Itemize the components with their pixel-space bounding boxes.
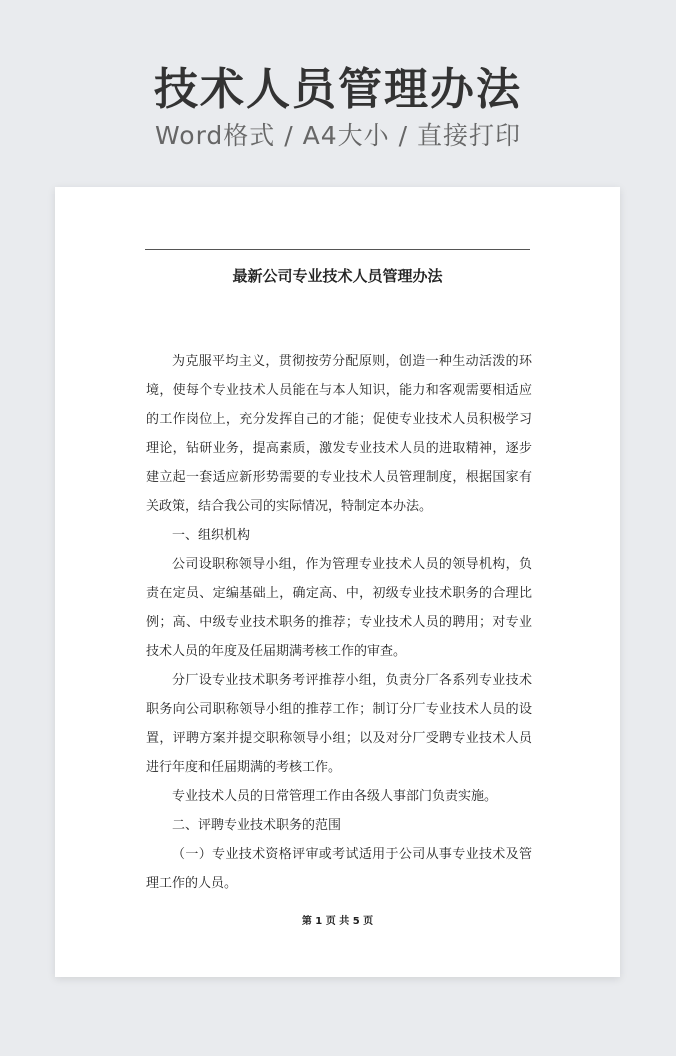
page-number: 第 1 页 共 5 页	[301, 916, 374, 927]
section-heading-organization: 一、组织机构	[172, 528, 251, 543]
header-rule	[145, 249, 530, 250]
paragraph-daily-management: 专业技术人员的日常管理工作由各级人事部门负责实施。	[172, 789, 498, 804]
document-body	[146, 347, 532, 898]
paragraph-company-committee: 公司设职称领导小组，作为管理专业技术人员的领导机构，负责在定员、定编基础上，确定高、中，初级专业技术职务的合理比例；高、中级专业技术职务的推荐；专业技术人员的聘用；对专业技术人员的年度及任届期满考核工作的审查。	[146, 557, 532, 659]
document-page	[55, 187, 620, 977]
document-title: 最新公司专业技术人员管理办法	[232, 267, 443, 285]
paragraph-intro: 为克服平均主义，贯彻按劳分配原则，创造一种生动活泼的环境，使每个专业技术人员能在与本人知识，能力和客观需要相适应的工作岗位上，充分发挥自己的才能；促使专业技术人员积极学习理论，钻研业务，提高素质，激发专业技术人员的进取精神，逐步建立起一套适应新形势需要的专业技术人员管理制度，根据国家有关政策，结合我公司的实际情况，特制定本办法。	[146, 354, 532, 514]
paragraph-scope-item-1: （一）专业技术资格评审或考试适用于公司从事专业技术及管理工作的人员。	[146, 847, 532, 891]
paragraph-branch-committee: 分厂设专业技术职务考评推荐小组，负责分厂各系列专业技术职务向公司职称领导小组的推荐工作；制订分厂专业技术人员的设置，评聘方案并提交职称领导小组；以及对分厂受聘专业技术人员进行年度和任届期满的考核工作。	[146, 673, 532, 775]
section-heading-scope: 二、评聘专业技术职务的范围	[172, 818, 342, 833]
banner-title: 技术人员管理办法	[154, 64, 522, 115]
banner-subtitle: Word格式 / A4大小 / 直接打印	[155, 121, 521, 150]
